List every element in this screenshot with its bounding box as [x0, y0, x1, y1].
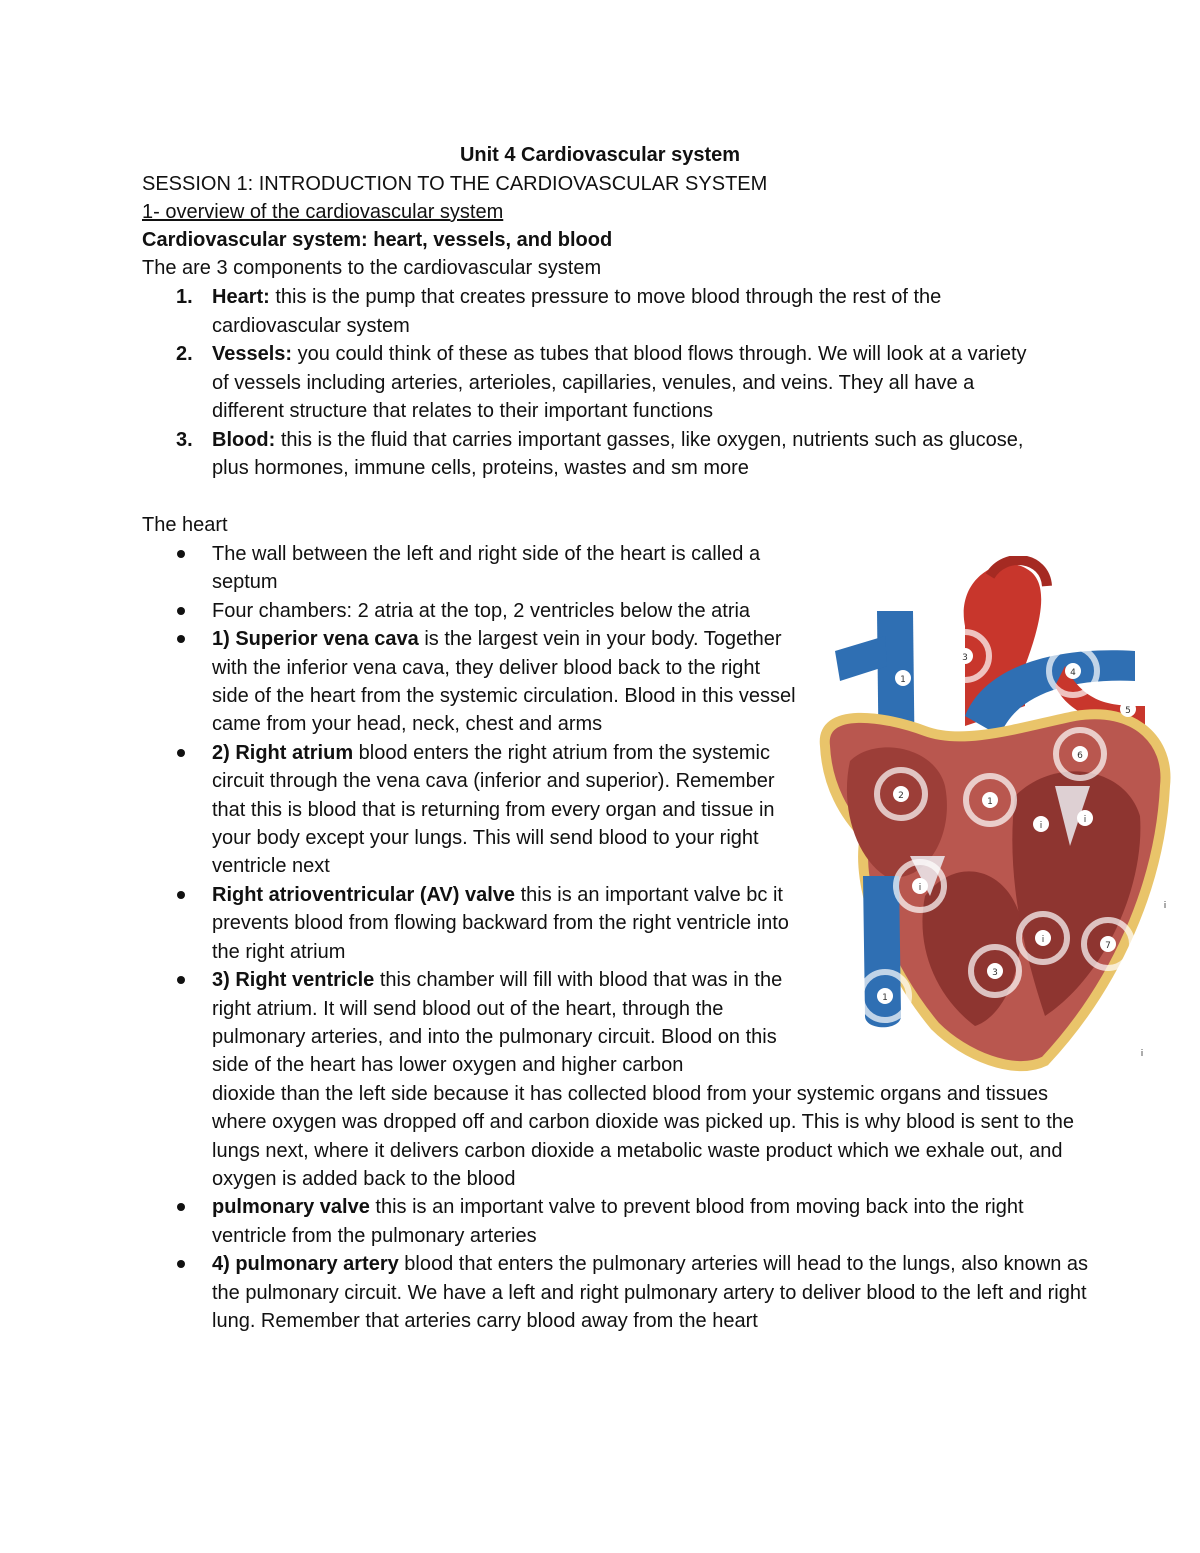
- bullet-item: [142, 966, 797, 1080]
- marker-label: 3: [992, 968, 998, 978]
- bullet-icon: [177, 749, 185, 757]
- label-marker: [1157, 896, 1173, 912]
- marker-label: 4: [1070, 668, 1076, 678]
- list-term: Heart:: [212, 286, 270, 308]
- bullet-item: [142, 1250, 1092, 1335]
- bullet-icon: [177, 1203, 185, 1211]
- marker-label: i: [1041, 935, 1045, 945]
- bold-heading: Cardiovascular system: heart, vessels, and blood: [142, 229, 613, 251]
- bullet-text: blood that enters the pulmonary arteries will head to the lungs, also known as the pulmonary circuit. We have a left and right pulmonary artery to deliver blood to the left and right lung. Remember that arteries carry blood away from the heart: [212, 1253, 1089, 1332]
- list-text: you could think of these as tubes that blood flows through. We will look at a variety of vessels including arteries, arterioles, capillaries, venules, and veins. They all have a different structure that relates to their important functions: [212, 343, 1027, 422]
- bullet-continuation: [142, 1080, 1092, 1194]
- label-marker: [1077, 810, 1093, 826]
- list-term: Vessels:: [212, 343, 293, 365]
- heart-diagram: [815, 556, 1177, 1076]
- bullet-term: 1) Superior vena cava: [212, 628, 419, 651]
- marker-label: 6: [1077, 751, 1083, 761]
- bullet-term: 4) pulmonary artery: [212, 1253, 399, 1276]
- components-list: [142, 283, 1042, 483]
- bullet-text: this is an important valve bc it prevents blood from flowing backward from the right ventricle into the right atrium: [212, 883, 789, 963]
- bullet-icon: [177, 891, 185, 899]
- bullet-term: 2) Right atrium: [212, 741, 354, 764]
- list-text: this is the pump that creates pressure to move blood through the rest of the cardiovascular system: [212, 286, 942, 337]
- list-item: [142, 340, 1042, 426]
- bullet-icon: [177, 607, 185, 615]
- bullet-term: 3) Right ventricle: [212, 969, 375, 992]
- marker-label: 1: [882, 993, 888, 1003]
- bullet-text: is the largest vein in your body. Together with the inferior vena cava, they deliver blood back to the right side of the heart from the systemic circulation. Blood in this vessel came from your head, neck, chest and arms: [212, 628, 796, 736]
- label-marker: [895, 670, 911, 686]
- marker-label: 3: [962, 653, 968, 663]
- marker-label: i: [1039, 821, 1043, 831]
- heart-heading: The heart: [142, 514, 228, 536]
- list-term: Blood:: [212, 428, 276, 451]
- list-number: 3.: [176, 428, 193, 451]
- bullet-item: [142, 540, 797, 597]
- bullet-item: [142, 739, 797, 881]
- bullet-item: [142, 1193, 1092, 1250]
- marker-label: 2: [898, 791, 904, 801]
- label-marker: [1120, 701, 1136, 717]
- inferior-vena-cava-shape: [863, 876, 901, 1027]
- list-number: 2.: [176, 343, 193, 365]
- bullet-term: pulmonary valve: [212, 1196, 370, 1219]
- list-item: [142, 283, 1042, 340]
- label-marker: [1033, 816, 1049, 832]
- bullet-icon: [177, 550, 185, 558]
- bullet-item: [142, 625, 797, 739]
- marker-label: 1: [900, 675, 906, 685]
- list-text: this is the fluid that carries important gasses, like oxygen, nutrients such as glucose, plus hormones, immune cells, proteins, wastes and sm more: [212, 428, 1024, 479]
- bullet-text: dioxide than the left side because it has collected blood from your systemic organs and tissues where oxygen was dropped off and carbon dioxide was picked up. This is why blood is sent to the lungs next, where it delivers carbon dioxide a metabolic waste product which we exhale out, and oxygen is added back to the blood: [212, 1082, 1075, 1190]
- intro-text: The are 3 components to the cardiovascular system: [142, 257, 602, 279]
- section-subheading: 1- overview of the cardiovascular system: [142, 201, 504, 223]
- bullet-item: [142, 597, 797, 625]
- list-item: [142, 426, 1042, 483]
- marker-label: 1: [987, 797, 993, 807]
- marker-label: 5: [1125, 706, 1131, 716]
- marker-label: i: [918, 883, 922, 893]
- bullet-icon: [177, 1260, 185, 1268]
- bullet-item: [142, 881, 797, 966]
- marker-label: i: [1140, 1049, 1144, 1059]
- list-number: 1.: [176, 286, 193, 308]
- bullet-text: The wall between the left and right side of the heart is called a septum: [212, 543, 761, 594]
- marker-label: i: [1083, 815, 1087, 825]
- session-heading: SESSION 1: INTRODUCTION TO THE CARDIOVASCULAR SYSTEM: [142, 173, 768, 195]
- marker-label: 7: [1105, 941, 1111, 951]
- bullet-text: this chamber will fill with blood that was in the right atrium. It will send blood out of the heart, through the pulmonary arteries, and into the pulmonary circuit. Blood on this side of the heart has lower oxygen and higher carbon: [212, 969, 783, 1077]
- bullet-icon: [177, 976, 185, 984]
- marker-label: i: [1163, 901, 1167, 911]
- bullet-text: blood enters the right atrium from the systemic circuit through the vena cava (inferior and superior). Remember that this is blood that is returning from every organ and tissue in your body except your lungs. This will send blood to your right ventricle next: [212, 741, 775, 878]
- bullet-icon: [177, 635, 185, 643]
- label-marker: [1118, 1028, 1166, 1076]
- bullet-term: Right atrioventricular (AV) valve: [212, 883, 516, 906]
- page-title: Unit 4 Cardiovascular system: [459, 144, 741, 166]
- bullet-text: Four chambers: 2 atria at the top, 2 ventricles below the atria: [212, 599, 751, 622]
- bullet-text: this is an important valve to prevent blood from moving back into the right ventricle from the pulmonary arteries: [212, 1196, 1024, 1247]
